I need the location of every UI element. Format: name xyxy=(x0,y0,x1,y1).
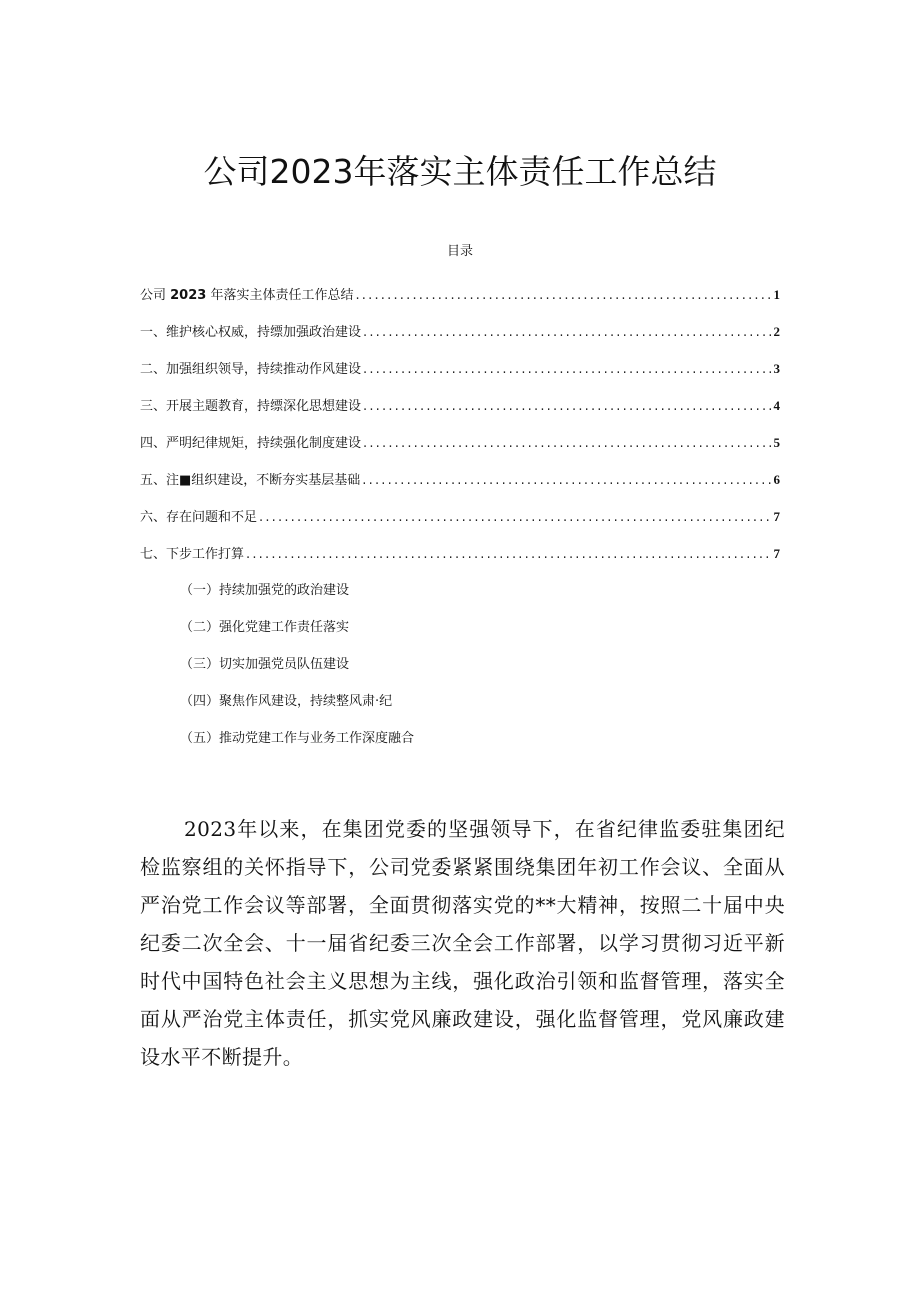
toc-leader-dots xyxy=(355,285,771,307)
toc-item[interactable] xyxy=(140,543,780,580)
toc-item[interactable] xyxy=(140,321,780,358)
toc-item[interactable] xyxy=(140,358,780,395)
toc-leader-dots xyxy=(363,396,771,418)
toc-item[interactable] xyxy=(140,506,780,543)
toc-page-number: 1 xyxy=(773,287,780,302)
table-of-contents xyxy=(140,284,780,765)
toc-subitem[interactable]: （一）持续加强党的政治建设 xyxy=(180,583,350,598)
toc-item[interactable] xyxy=(140,395,780,432)
toc-item-label: 一、维护核心权威，持缥加强政治建设 xyxy=(140,325,362,340)
toc-page-number: 7 xyxy=(773,509,780,524)
toc-item[interactable] xyxy=(140,469,780,506)
toc-item-label: 四、严明纪律规矩，持续强化制度建设 xyxy=(140,436,362,451)
toc-item[interactable] xyxy=(140,284,780,321)
toc-item-label: 公司 2023 年落实主体责任工作总结 xyxy=(140,288,354,303)
toc-leader-dots xyxy=(363,322,771,344)
toc-page-number: 7 xyxy=(773,546,780,561)
toc-item-label: 二、加强组织领导，持续推动作风建设 xyxy=(140,362,362,377)
toc-heading: 目录 xyxy=(446,244,473,259)
toc-leader-dots xyxy=(363,359,771,381)
toc-item-label: 三、开展主题教育，持缥深化思想建设 xyxy=(140,399,362,414)
toc-item-label: 七、下步工作打算 xyxy=(140,547,245,562)
toc-subitem[interactable]: （四）聚焦作风建设，持续整风肃·纪 xyxy=(180,694,393,709)
toc-subitem[interactable]: （五）推动党建工作与业务工作深度融合 xyxy=(180,731,415,746)
toc-item-label: 五、注■组织建设，不断夯实基层基础 xyxy=(140,473,361,488)
toc-leader-dots xyxy=(363,433,771,455)
toc-page-number: 6 xyxy=(773,472,780,487)
toc-subitem[interactable]: （二）强化党建工作责任落实 xyxy=(180,620,350,635)
toc-page-number: 5 xyxy=(773,435,780,450)
toc-page-number: 2 xyxy=(773,324,780,339)
toc-leader-dots xyxy=(362,470,771,492)
toc-leader-dots xyxy=(259,507,771,529)
toc-item[interactable] xyxy=(140,432,780,469)
toc-leader-dots xyxy=(246,544,771,566)
toc-page-number: 4 xyxy=(773,398,780,413)
toc-page-number: 3 xyxy=(773,361,780,376)
document-title: 公司2023年落实主体责任工作总结 xyxy=(203,152,717,191)
toc-subitem[interactable]: （三）切实加强党员队伍建设 xyxy=(180,657,350,672)
toc-item-label: 六、存在问题和不足 xyxy=(140,510,258,525)
body-paragraph: 2023年以来，在集团党委的坚强领导下，在省纪律监委驻集团纪检监察组的关怀指导下，公司党委紧紧围绕集团年初工作会议、全面从严治党工作会议等部署，全面贯彻落实党的**大精神，按照二十届中央纪委二次全会、十一届省纪委三次全会工作部署，以学习贯彻习近平新时代中国特色社会主义思想为主线，强化政治引领和监督管理，落实全面从严治党主体责任，抓实党风廉政建设，强化监督管理，党风廉政建设水平不断提升。 xyxy=(140,817,785,1069)
